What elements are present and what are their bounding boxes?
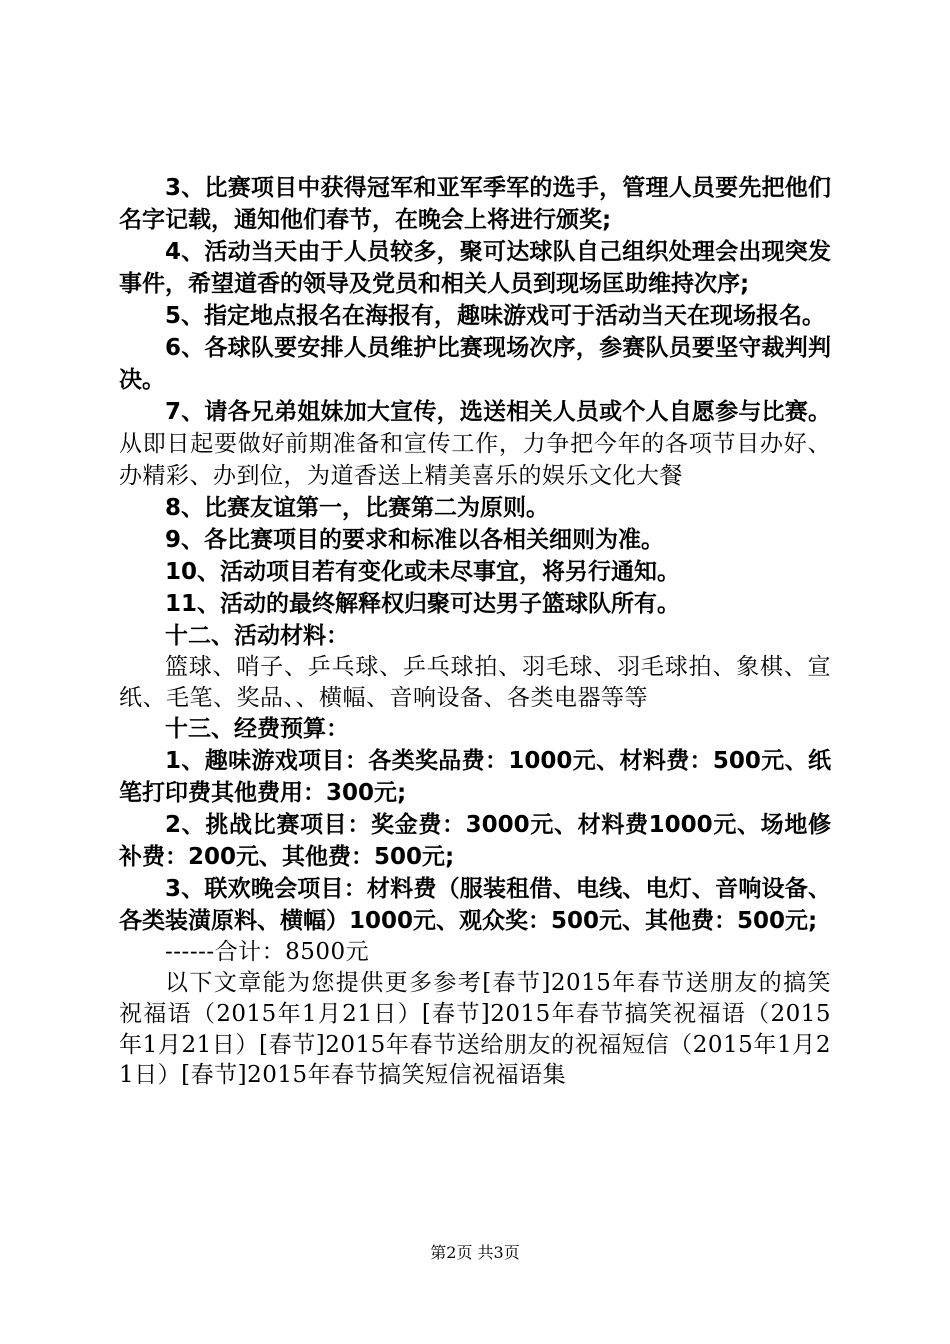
related-articles: 以下文章能为您提供更多参考[春节]2015年春节送朋友的搞笑祝福语（2015年1月21日）[春节]2015年春节搞笑祝福语（2015年1月21日）[春节]2015年春节送给朋友的祝福短信（2015年1月21日）[春节]2015年春节搞笑短信祝福语集 xyxy=(119,970,831,1089)
paragraph-item-5: 5、指定地点报名在海报有，趣味游戏可于活动当天在现场报名。 xyxy=(165,303,826,329)
paragraph-item-3: 3、比赛项目中获得冠军和亚军季军的选手，管理人员要先把他们名字记载，通知他们春节，在晚会上将进行颁奖; xyxy=(119,175,831,233)
document-body xyxy=(119,172,831,1091)
paragraph-item-9: 9、各比赛项目的要求和标准以各相关细则为准。 xyxy=(165,527,665,553)
paragraph-item-11: 11、活动的最终解释权归聚可达男子篮球队所有。 xyxy=(165,591,681,617)
paragraph-item-8: 8、比赛友谊第一，比赛第二为原则。 xyxy=(165,495,550,521)
section-heading-budget: 十三、经费预算： xyxy=(165,716,349,743)
page-number-footer: 第2页 共3页 xyxy=(430,1243,520,1262)
budget-item-games: 1、趣味游戏项目：各类奖品费：1000元、材料费：500元、纸笔打印费其他费用：300元; xyxy=(119,748,831,807)
budget-item-gala: 3、联欢晚会项目：材料费（服装租借、电线、电灯、音响设备、各类装潢原料、横幅）1000元、观众奖：500元、其他费：500元; xyxy=(119,876,831,935)
paragraph-item-6: 6、各球队要安排人员维护比赛现场次序，参赛队员要坚守裁判判决。 xyxy=(119,335,831,393)
paragraph-item-4: 4、活动当天由于人员较多，聚可达球队自己组织处理会出现突发事件，希望道香的领导及党员和相关人员到现场匡助维持次序; xyxy=(119,239,831,297)
paragraph-item-7 xyxy=(119,396,831,492)
paragraph-item-7-tail: 从即日起要做好前期准备和宣传工作，力争把今年的各项节目办好、办精彩、办到位，为道香送上精美喜乐的娱乐文化大餐 xyxy=(119,431,831,489)
section-heading-materials: 十二、活动材料： xyxy=(165,623,349,649)
paragraph-item-10: 10、活动项目若有变化或未尽事宜，将另行通知。 xyxy=(165,559,681,585)
materials-list: 篮球、哨子、乒乓球、乒乓球拍、羽毛球、羽毛球拍、象棋、宣纸、毛笔、奖品、、横幅、音响设备、各类电器等等 xyxy=(119,654,831,711)
budget-total: ------合计：8500元 xyxy=(165,939,370,966)
budget-item-challenge: 2、挑战比赛项目：奖金费：3000元、材料费1000元、场地修补费：200元、其他费：500元; xyxy=(119,812,831,871)
paragraph-item-7-lead: 7、请各兄弟姐妹加大宣传，选送相关人员或个人自愿参与比赛。 xyxy=(165,399,831,425)
